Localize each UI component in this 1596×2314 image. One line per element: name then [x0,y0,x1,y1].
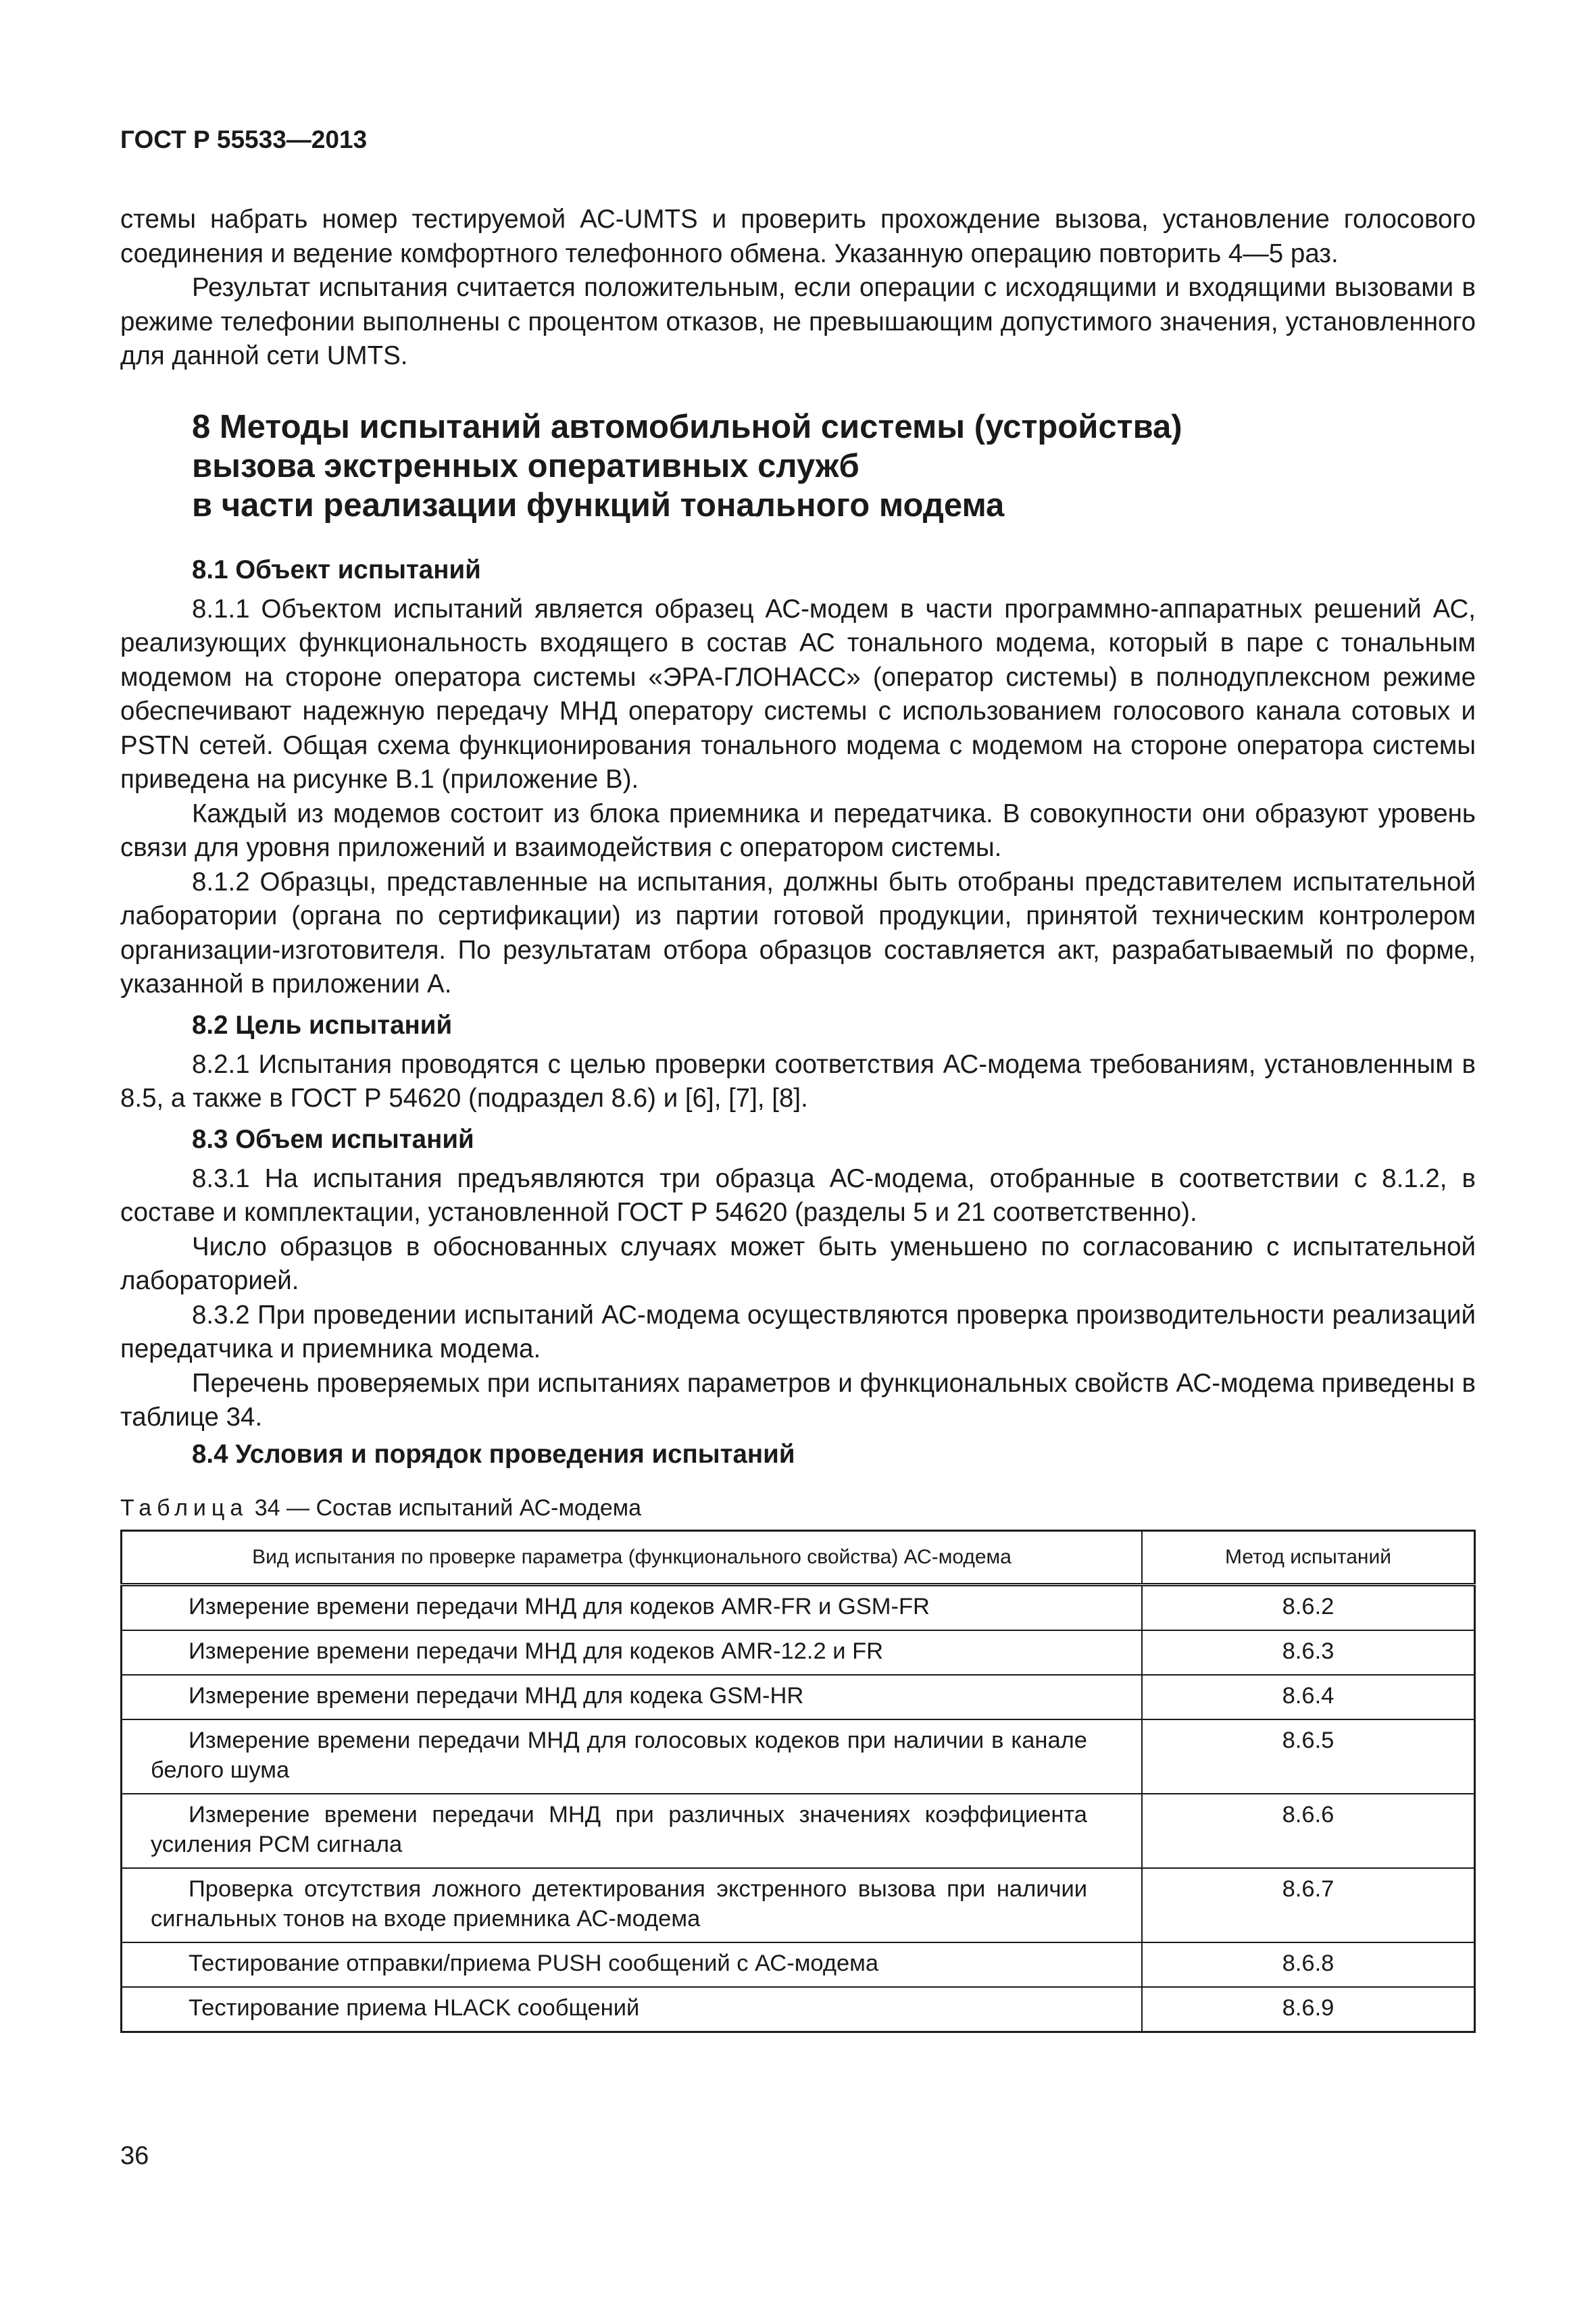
method-cell: 8.6.8 [1142,1942,1475,1987]
table-row [122,1868,1475,1942]
test-name-cell: Тестирование приема HLACK сообщений [122,1987,1143,2032]
table-caption-text: 34 — Состав испытаний АС-модема [254,1494,642,1521]
test-name-cell: Измерение времени передачи МНД для кодека GSM-HR [122,1675,1143,1719]
test-name-cell: Измерение времени передачи МНД при различных значениях коэффициента усиления PCM сигнала [122,1794,1143,1868]
method-cell: 8.6.9 [1142,1987,1475,2032]
section-title-line: в части реализации функций тонального модема [192,486,1005,524]
document-header: ГОСТ Р 55533—2013 [120,126,368,153]
table-header-row [122,1530,1475,1584]
paragraph: Каждый из модемов состоит из блока приемника и передатчика. В совокупности они образуют уровень связи для уровня приложений и взаимодействия с оператором системы. [120,799,1476,862]
test-name-cell: Измерение времени передачи МНД для кодеков AMR-FR и GSM-FR [122,1584,1143,1630]
subsection-heading: 8.4 Условия и порядок проведения испытаний [192,1439,795,1469]
paragraph: 8.3.2 При проведении испытаний АС-модема осуществляются проверка производительности реализаций передатчика и приемника модема. [120,1300,1476,1363]
column-header-test-type: Вид испытания по проверке параметра (функционального свойства) АС-модема [122,1530,1143,1584]
method-cell: 8.6.6 [1142,1794,1475,1868]
subsection-heading: 8.2 Цель испытаний [192,1010,453,1040]
paragraph: 8.2.1 Испытания проводятся с целью проверки соответствия АС-модема требованиям, установленным в 8.5, а также в ГОСТ Р 54620 (подраздел 8.6) и [6], [7], [8]. [120,1049,1476,1113]
table-row [122,1942,1475,1987]
paragraph: 8.1.2 Образцы, представленные на испытания, должны быть отобраны представителем испытательной лаборатории (органа по сертификации) из партии готовой продукции, принятой техническим контролером организации-изготовителя. По результатам отбора образцов составляется акт, разрабатываемый по форме, указанной в приложении А. [120,867,1476,999]
paragraph: Результат испытания считается положительным, если операции с исходящими и входящими вызовами в режиме телефонии выполнены с процентом отказов, не превышающим допустимого значения, установленного для данной сети UMTS. [120,273,1476,370]
method-cell: 8.6.3 [1142,1630,1475,1675]
page-number: 36 [120,2142,149,2170]
paragraph: стемы набрать номер тестируемой АС-UMTS и проверить прохождение вызова, установление голосового соединения и ведение комфортного телефонного обмена. Указанную операцию повторить 4—5 раз. [120,205,1476,268]
table-row [122,1584,1475,1630]
test-name-cell: Тестирование отправки/приема PUSH сообщений с АС-модема [122,1942,1143,1987]
document-body [120,203,1476,2033]
table-row [122,1794,1475,1868]
table-row [122,1987,1475,2032]
subsection-heading: 8.1 Объект испытаний [192,555,481,584]
paragraph: 8.3.1 На испытания предъявляются три образца АС-модема, отобранные в соответствии с 8.1.2, в составе и комплектации, установленной ГОСТ Р 54620 (разделы 5 и 21 соответственно). [120,1163,1476,1227]
table-caption [120,1493,1476,1523]
table-row [122,1630,1475,1675]
method-cell: 8.6.7 [1142,1868,1475,1942]
section-title-line: вызова экстренных оперативных служб [192,447,859,484]
table-caption-label: Таблица [120,1494,249,1521]
test-name-cell: Проверка отсутствия ложного детектирования экстренного вызова при наличии сигнальных тонов на входе приемника АС-модема [122,1868,1143,1942]
paragraph: 8.1.1 Объектом испытаний является образец АС-модем в части программно-аппаратных решений АС, реализующих функциональность входящего в состав АС тонального модема, который в паре с тональным модемом на стороне оператора системы «ЭРА-ГЛОНАСС» (оператор системы) в полнодуплексном режиме обеспечивают надежную передачу МНД оператору системы с использованием голосового канала сотовых и PSTN сетей. Общая схема функционирования тонального модема с модемом на стороне оператора системы приведена на рисунке В.1 (приложение В). [120,594,1476,794]
table-row [122,1719,1475,1794]
subsection-heading: 8.3 Объем испытаний [192,1124,474,1154]
paragraph: Перечень проверяемых при испытаниях параметров и функциональных свойств АС-модема приведены в таблице 34. [120,1368,1476,1432]
test-name-cell: Измерение времени передачи МНД для голосовых кодеков при наличии в канале белого шума [122,1719,1143,1794]
method-cell: 8.6.5 [1142,1719,1475,1794]
method-cell: 8.6.2 [1142,1584,1475,1630]
section-title-line: 8 Методы испытаний автомобильной системы (устройства) [192,408,1182,445]
paragraph: Число образцов в обоснованных случаях может быть уменьшено по согласованию с испытательной лабораторией. [120,1232,1476,1295]
section-title [192,407,1476,525]
test-name-cell: Измерение времени передачи МНД для кодеков AMR-12.2 и FR [122,1630,1143,1675]
table-row [122,1675,1475,1719]
tests-table [120,1530,1476,2033]
method-cell: 8.6.4 [1142,1675,1475,1719]
column-header-method: Метод испытаний [1142,1530,1475,1584]
